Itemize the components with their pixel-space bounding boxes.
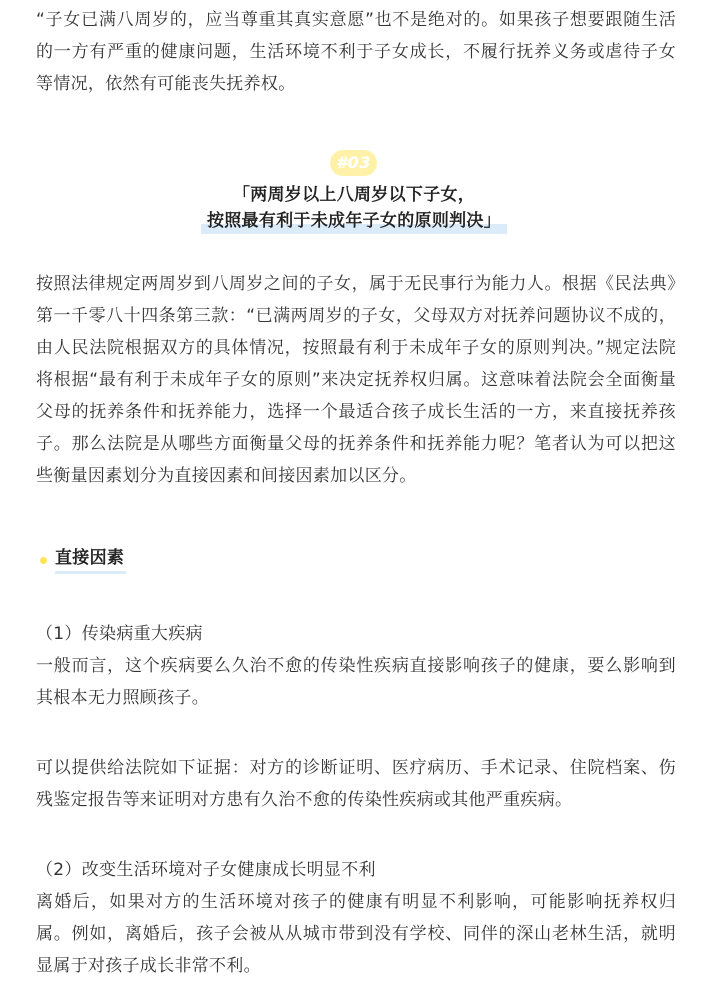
item-1-paragraph: 一般而言，这个疾病要么久治不愈的传染性疾病直接影响孩子的健康，要么影响到其根本无力照顾孩子。: [36, 656, 676, 708]
body-paragraph: 按照法律规定两周岁到八周岁之间的子女，属于无民事行为能力人。根据《民法典》第一千零八十四条第三款：“已满两周岁的子女，父母双方对抚养问题协议不成的，由人民法院根据双方的具体情况，按照最有利于未成年子女的原则判决。”规定法院将根据“最有利于未成年子女的原则”来决定抚养权归属。这意味着法院会全面衡量父母的抚养条件和抚养能力，选择一个最适合孩子成长生活的一方，来直接抚养孩子。那么法院是从哪些方面衡量父母的抚养条件和抚养能力呢？笔者认为可以把这些衡量因素划分为直接因素和间接因素加以区分。: [36, 274, 676, 486]
subheading-label: 直接因素: [55, 547, 126, 574]
evidence-paragraph: 可以提供给法院如下证据：对方的诊断证明、医疗病历、手术记录、住院档案、伤残鉴定报告等来证明对方患有久治不愈的传染性疾病或其他严重疾病。: [36, 758, 676, 810]
section-title-line2: [0, 208, 708, 234]
item-2-paragraph: 离婚后，如果对方的生活环境对孩子的健康有明显不利影响，可能影响抚养权归属。例如，离婚后，孩子会被从从城市带到没有学校、同伴的深山老林生活，就明显属于对孩子成长非常不利。: [36, 892, 676, 976]
section-number-badge: [330, 150, 377, 176]
bullet-dot-icon: [40, 557, 47, 564]
intro-paragraph: “子女已满八周岁的，应当尊重其真实意愿”也不是绝对的。如果孩子想要跟随生活的一方有严重的健康问题，生活环境不利于子女成长，不履行抚养义务或虐待子女等情况，依然有可能丧失抚养权。: [36, 10, 676, 94]
section-title-text-1: 「两周岁以上八周岁以下子女，: [232, 185, 476, 205]
section-title-text-2: 按照最有利于未成年子女的原则判决」: [201, 208, 507, 234]
subheading: [40, 544, 126, 576]
section-number: #03: [336, 153, 371, 172]
section-title-line1: [0, 182, 708, 208]
item-2-title: （2）改变生活环境对子女健康成长明显不利: [36, 860, 376, 880]
item-1-title: （1）传染病重大疾病: [36, 624, 203, 644]
